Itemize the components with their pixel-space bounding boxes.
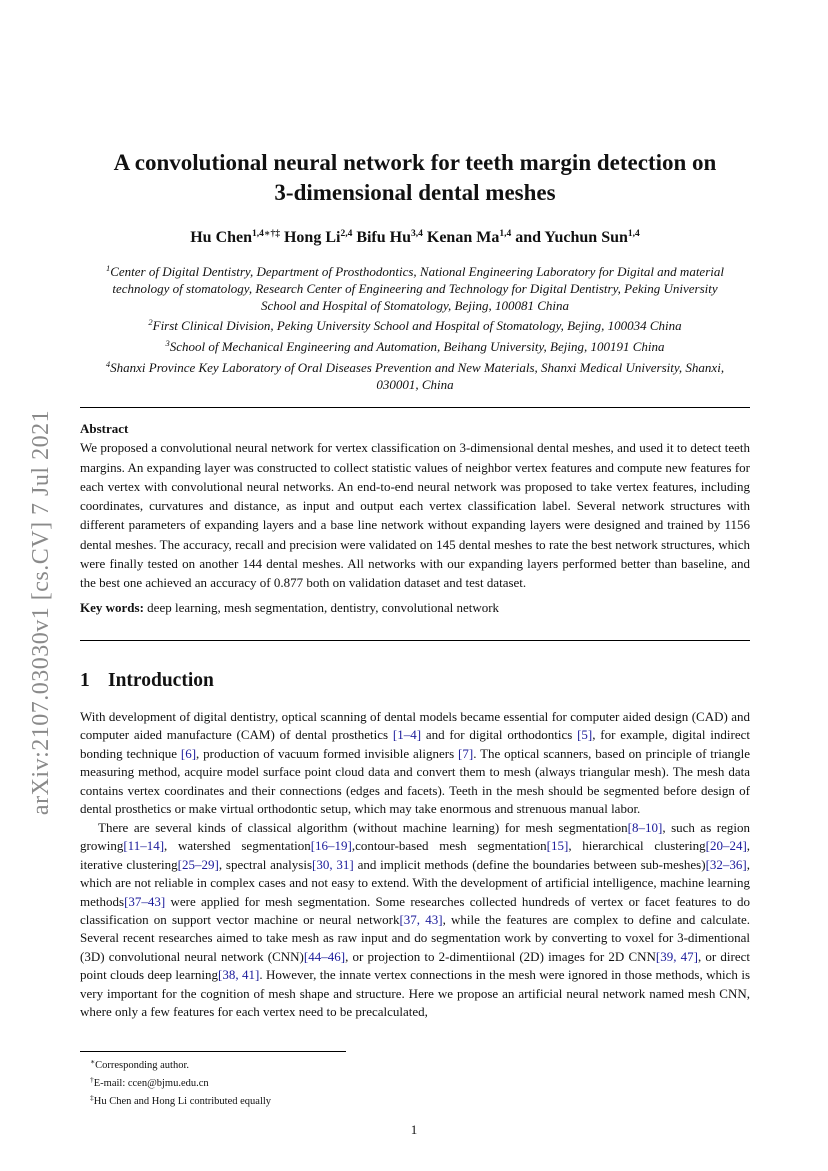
affiliation-line [80,335,750,356]
citation-link[interactable]: [7] [458,745,474,761]
affiliation-text: Center of Digital Dentistry, Department of Prosthodontics, National Engineering Laboratory for Digital and material [110,264,724,279]
page-number: 1 [410,1122,418,1137]
citation-link[interactable]: [37, 43] [399,911,443,927]
footnote [90,1091,271,1109]
author-sup: 1,4 [627,229,640,239]
keywords-text: deep learning, mesh segmentation, dentistry, convolutional network [143,599,500,615]
author-name: Hong Li [283,229,341,246]
citation-link[interactable]: [44–46] [303,948,346,964]
affiliation-line [80,314,750,335]
footnote-text: Corresponding author. [95,1060,190,1071]
citation-link[interactable]: [8–10] [627,819,663,835]
footnote-text: Hu Chen and Hong Li contributed equally [93,1096,272,1107]
affiliation-line: 030001, China [376,376,454,392]
citation-link[interactable]: [38, 41] [218,967,260,983]
citation-link[interactable]: [1–4] [392,727,422,743]
author [427,229,511,246]
citation-link[interactable]: [16–19] [310,838,352,854]
footnotes [90,1055,271,1109]
author-name: Yuchun Sun [544,229,628,246]
paper-title [80,148,750,208]
citation-link[interactable]: [30, 31] [312,856,354,872]
section-heading [80,670,214,692]
citation-link[interactable]: [25–29] [177,856,219,872]
citation-link[interactable]: [37–43] [124,893,166,909]
affiliations [80,260,750,394]
author-conjunction: and [515,229,541,246]
affiliation-line [80,260,750,281]
title-line-2: 3-dimensional dental meshes [274,180,556,205]
affiliation-sup: 3 [165,338,170,349]
footnote [90,1073,271,1091]
affiliation-line: technology of stomatology, Research Center of Engineering and Technology for Digital Dentistry, Peking University [112,280,718,296]
affiliation-sup: 2 [148,317,153,328]
citation-link[interactable]: [15] [546,838,569,854]
footnote-mark: ∗ [90,1057,96,1066]
author-name: Bifu Hu [356,229,411,246]
section-title: Introduction [108,670,214,691]
affiliation-sup: 1 [105,263,111,273]
arxiv-id: arXiv:2107.03030v1 [cs.CV] 7 Jul 2021 [28,409,55,816]
affiliation-text: School of Mechanical Engineering and Automation, Beihang University, Bejing, 100191 China [169,339,665,355]
paragraph: With development of digital dentistry, optical scanning of dental models became essential for computer aided design (CAD) and computer aided manufacture (CAM) of dental prosthetics [1–4] and for digital orthodontics [5], for example, digital indirect bonding technique [6], production of vacuum formed invisible aligners [7]. The optical scanners, based on principle of triangle measuring method, acquire model surface point cloud data and convert them to mesh (always triangular mesh). The mesh data contains vertex coordinates and their connections (edges and facets). Teeth in the mesh should be segmented before design of dental prosthetics or make virtual orthodontic setup, which may take enormous and strenuous manual labor. [80,709,751,817]
citation-link[interactable]: [6] [180,745,197,761]
author [190,229,280,246]
citation-link[interactable]: [11–14] [123,838,165,854]
citation-link[interactable]: [20–24] [705,838,747,854]
footnote-mark: † [90,1075,94,1084]
author-sup: 3,4 [411,229,423,239]
footnote-text: E-mail: ccen@bjmu.edu.cn [93,1078,209,1089]
abstract-top-rule [80,407,750,408]
abstract-text: We proposed a convolutional neural network for vertex classification on 3-dimensional dental meshes, and used it to detect teeth margins. An expanding layer was constructed to collect statistic values of neighbor vertex features and compute new features for each vertex with convolutional neural networks. An end-to-end neural network was proposed to take vertex features, including coordinates, curvatures and distance, as input and output each vertex classification label. Several network structures with different parameters of expanding layers and a base line network without expanding layers were designed and trained by 1156 dental meshes. The accuracy, recall and precision were validated on 145 dental meshes to rate the best network structures, which were finally tested on another 144 dental meshes. All networks with our expanding layers performed better than baseline, and the best one achieved an accuracy of 0.877 both on validation dataset and test dataset. [80,440,750,591]
author-sup: 2,4 [340,229,353,239]
affiliation-text: Shanxi Province Key Laboratory of Oral Diseases Prevention and New Materials, Shanxi Medical University, Shanxi, [110,359,725,375]
citation-link[interactable]: [5] [577,727,593,743]
author-sup: 1,4 [499,229,512,239]
abstract-heading: Abstract [80,421,129,436]
author-sup: 1,4∗†‡ [252,229,280,239]
author-name: Kenan Ma [426,229,500,246]
keywords [80,598,750,617]
affiliation-line [80,356,750,377]
citation-link[interactable]: [32–36] [705,856,747,872]
footnote-mark: ‡ [90,1093,94,1102]
author [544,229,639,246]
body-text [80,708,750,1022]
abstract-block [80,419,750,617]
arxiv-stamp [22,380,62,845]
author-list [80,228,750,247]
keywords-label: Key words: [80,599,144,615]
footnote-rule [80,1051,346,1052]
author-name: Hu Chen [190,229,253,246]
abstract-bottom-rule [80,640,750,641]
author [284,229,352,246]
footnote [90,1055,271,1073]
affiliation-line: School and Hospital of Stomatology, Bejing, 100081 China [260,297,570,313]
citation-link[interactable]: [39, 47] [655,948,698,964]
author [356,229,423,246]
section-number: 1 [80,670,90,691]
paragraph: There are several kinds of classical algorithm (without machine learning) for mesh segmentation[8–10], such as region growing[11–14], watershed segmentation[16–19],contour-based mesh segmentation[15], hierarchical clustering[20–24], iterative clustering[25–29], spectral analysis[30, 31] and implicit methods (define the boundaries between sub-meshes)[32–36], which are not reliable in complex cases and not easy to extend. With the development of artificial intelligence, machine learning methods[37–43] were applied for mesh segmentation. Some researches collected hundreds of vertex or facet features to do classification on support vector machine or neural network[37, 43], while the features are complex to define and calculate. Several recent researches aimed to take mesh as raw input and do segmentation work by converting to voxel for 3-dimentional (3D) convolutional neural network (CNN)[44–46], or projection to 2-dimentiional (2D) images for 2D CNN[39, 47], or direct point clouds deep learning[38, 41]. However, the innate vertex connections in the mesh were ignored in those methods, which is very important for the cognition of mesh shape and structure. Here we propose an artificial neural network named mesh CNN, where only a few features for each vertex need to be precalculated, [80,819,751,1020]
affiliation-text: First Clinical Division, Peking University School and Hospital of Stomatology, Bejing, 100034 China [152,318,682,334]
title-line-1: A convolutional neural network for teeth margin detection on [113,150,717,175]
affiliation-sup: 4 [105,358,111,369]
